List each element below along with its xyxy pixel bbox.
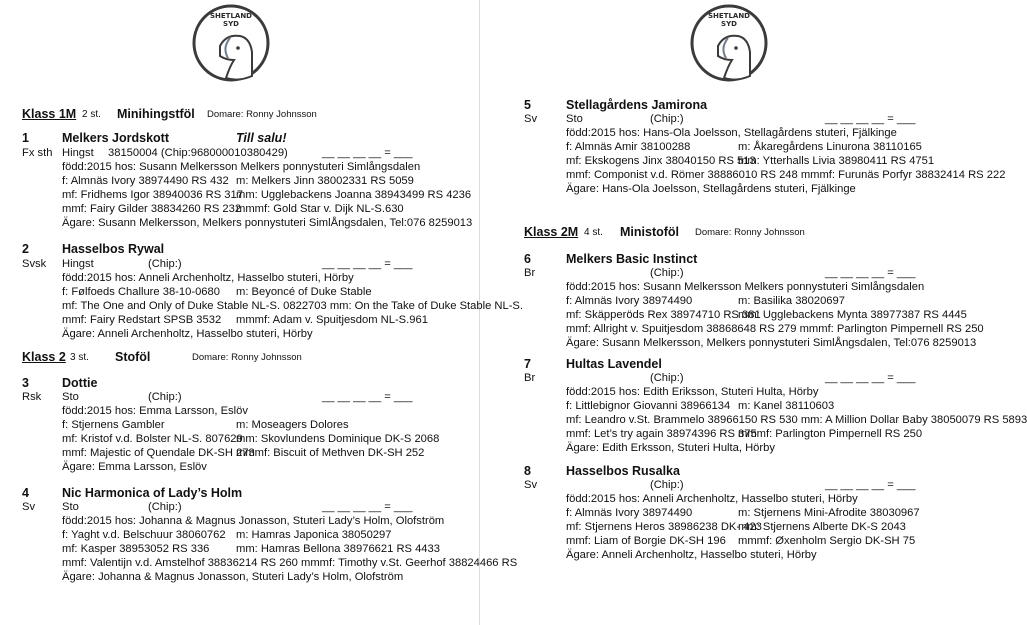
horse-name: Hasselbos Rywal	[62, 242, 165, 256]
reg-chip: (Chip:)	[650, 372, 684, 384]
score-blanks: __ __ __ __ = ___	[825, 267, 916, 279]
horse-name: Stellagårdens Jamirona	[566, 98, 708, 112]
sire: f: Almnäs Ivory 38974490	[566, 295, 693, 307]
owner-line: Ägare: Susann Melkersson, Melkers ponnystuteri SimlÅngsdalen, Tel:076 8259013	[566, 337, 977, 349]
dam-sire: mf: Kristof v.d. Bolster NL-S. 807629	[62, 433, 243, 445]
dam-sire: mf: Kasper 38953052 RS 336	[62, 543, 210, 555]
class-2m-judge: Domare: Ronny Johnsson	[695, 227, 805, 238]
entry-number: 7	[524, 357, 531, 371]
dam: m: Kanel 38110603	[738, 400, 835, 412]
entry-number: 4	[22, 486, 29, 500]
horse-color: Br	[524, 372, 536, 384]
shetland-syd-logo-icon	[688, 2, 770, 84]
breeder-line: född:2015 hos: Susann Melkersson Melkers ponnystuteri Simlångsdalen	[566, 281, 925, 293]
horse-color: Sv	[524, 113, 538, 125]
sire: f: Littlebignor Giovanni 38966134	[566, 400, 731, 412]
class-2m-label: Klass 2M	[524, 225, 579, 239]
reg-chip: (Chip:)	[148, 391, 182, 403]
entry-number: 6	[524, 252, 531, 266]
horse-sex: Sto	[566, 113, 583, 125]
reg-chip: 38150004 (Chip:968000010380429)	[108, 147, 288, 159]
sire: f: Almnäs Amir 38100288	[566, 141, 691, 153]
breeder-line: född:2015 hos: Susann Melkersson Melkers ponnystuteri Simlångsdalen	[62, 161, 421, 173]
dam-dam-dam-sire: mmmf: Parlington Pimpernell RS 250	[738, 428, 923, 440]
horse-sex: Hingst	[62, 147, 94, 159]
score-blanks: __ __ __ __ = ___	[825, 113, 916, 125]
score-blanks: __ __ __ __ = ___	[322, 501, 413, 513]
horse-name: Melkers Jordskott	[62, 131, 169, 145]
dam: m: Åkaregårdens Linurona 38110165	[738, 141, 922, 153]
horse-sex: Hingst	[62, 258, 94, 270]
entry-number: 8	[524, 464, 531, 478]
dam-dam-sire: mmf: Let’s try again 38974396 RS 375	[566, 428, 757, 440]
sire: f: Følfoeds Challure 38-10-0680	[62, 286, 220, 298]
sire: f: Almnäs Ivory 38974490 RS 432	[62, 175, 229, 187]
horse-name: Dottie	[62, 376, 98, 390]
dam-dam-sire-line: mmf: Componist v.d. Römer 38886010 RS 248 mmmf: Furunäs Porfyr 38832414 RS 222	[566, 169, 1006, 181]
breeder-line: född:2015 hos: Edith Eriksson, Stuteri Hulta, Hörby	[566, 386, 819, 398]
dam: m: Melkers Jinn 38002331 RS 5059	[236, 175, 414, 187]
dam-sire-and-dam-dam: mf: Leandro v.St. Brammelo 38966150 RS 530 mm: A Million Dollar Baby 38050079 RS 5893	[566, 414, 1027, 426]
dam-dam-sire: mmf: Fairy Gilder 38834260 RS 232	[62, 203, 242, 215]
svg-text:SYD: SYD	[223, 20, 239, 28]
horse-color: Svsk	[22, 258, 47, 270]
entry-number: 5	[524, 98, 531, 112]
horse-name: Hultas Lavendel	[566, 357, 662, 371]
svg-text:SHETLAND: SHETLAND	[209, 12, 253, 20]
dam-dam: mm: Ugglebackens Mynta 38977387 RS 4445	[738, 309, 967, 321]
reg-chip: (Chip:)	[650, 479, 684, 491]
score-blanks: __ __ __ __ = ___	[322, 391, 413, 403]
owner-line: Ägare: Emma Larsson, Eslöv	[62, 461, 207, 473]
dam-dam-dam-sire: mmmf: Øxenholm Sergio DK-SH 75	[738, 535, 916, 547]
class-2-label: Klass 2	[22, 350, 66, 364]
class-1m-count: 2 st.	[82, 109, 101, 120]
horse-name: Nic Harmonica of Lady’s Holm	[62, 486, 243, 500]
owner-line: Ägare: Susann Melkersson, Melkers ponnystuteri SimlÅngsdalen, Tel:076 8259013	[62, 217, 473, 229]
horse-color: Rsk	[22, 391, 42, 403]
score-blanks: __ __ __ __ = ___	[322, 258, 413, 270]
reg-chip: (Chip:)	[650, 267, 684, 279]
horse-color: Sv	[524, 479, 538, 491]
owner-line: Ägare: Hans-Ola Joelsson, Stellagårdens stuteri, Fjälkinge	[566, 183, 856, 195]
dam-dam-sire-line: mmf: Allright v. Spuitjesdom 38868648 RS 279 mmmf: Parlington Pimpernell RS 250	[566, 323, 984, 335]
horse-sex: Sto	[62, 391, 79, 403]
dam-sire: mf: Ekskogens Jinx 38040150 RS 513	[566, 155, 756, 167]
dam-sire: mf: Skäpperöds Rex 38974710 RS 381	[566, 309, 761, 321]
score-blanks: __ __ __ __ = ___	[322, 147, 413, 159]
owner-line: Ägare: Anneli Archenholtz, Hasselbo stuteri, Hörby	[566, 549, 817, 561]
dam-dam: mm: Hamras Bellona 38976621 RS 4433	[236, 543, 440, 555]
class-1m-label: Klass 1M	[22, 107, 77, 121]
horse-name: Hasselbos Rusalka	[566, 464, 680, 478]
dam-dam-sire: mmf: Fairy Redstart SPSB 3532	[62, 314, 222, 326]
reg-chip: (Chip:)	[148, 258, 182, 270]
score-blanks: __ __ __ __ = ___	[825, 479, 916, 491]
owner-line: Ägare: Johanna & Magnus Jonasson, Stuteri Lady’s Holm, Olofström	[62, 571, 404, 583]
reg-chip: (Chip:)	[650, 113, 684, 125]
horse-color: Br	[524, 267, 536, 279]
right-page	[480, 0, 1027, 625]
dam-dam: mm: Ytterhalls Livia 38980411 RS 4751	[738, 155, 935, 167]
breeder-line: född:2015 hos: Anneli Archenholtz, Hasselbo stuteri, Hörby	[62, 272, 354, 284]
breeder-line: född:2015 hos: Anneli Archenholtz, Hasselbo stuteri, Hörby	[566, 493, 858, 505]
sire: f: Almnäs Ivory 38974490	[566, 507, 693, 519]
dam-dam-dam-sire: mmmf: Biscuit of Methven DK-SH 252	[236, 447, 425, 459]
dam-sire-and-dam-dam: mf: The One and Only of Duke Stable NL-S. 0822703 mm: On the Take of Duke Stable NL-S.	[62, 300, 524, 312]
dam-dam-sire: mmf: Majestic of Quendale DK-SH 273	[62, 447, 255, 459]
dam-dam-dam-sire: mmmf: Adam v. Spuitjesdom NL-S.961	[236, 314, 428, 326]
sire: f: Yaght v.d. Belschuur 38060762	[62, 529, 226, 541]
breeder-line: född:2015 hos: Emma Larsson, Eslöv	[62, 405, 248, 417]
horse-name: Melkers Basic Instinct	[566, 252, 698, 266]
horse-color: Fx sth	[22, 147, 53, 159]
class-2m-name: Ministoföl	[620, 225, 680, 239]
breeder-line: född:2015 hos: Johanna & Magnus Jonasson, Stuteri Lady’s Holm, Olofström	[62, 515, 445, 527]
dam-dam-sire: mmf: Liam of Borgie DK-SH 196	[566, 535, 726, 547]
class-2-judge: Domare: Ronny Johnsson	[192, 352, 302, 363]
dam-dam: mm: Ugglebackens Joanna 38943499 RS 4236	[236, 189, 472, 201]
dam: m: Beyoncé of Duke Stable	[236, 286, 372, 298]
class-1m-judge: Domare: Ronny Johnsson	[207, 109, 317, 120]
svg-text:SYD: SYD	[721, 20, 737, 28]
dam-dam-dam-sire: mmmf: Gold Star v. Dijk NL-S.630	[236, 203, 404, 215]
dam-sire: mf: Fridhems Igor 38940036 RS 317	[62, 189, 243, 201]
owner-line: Ägare: Edith Erksson, Stuteri Hulta, Hörby	[566, 442, 775, 454]
dam: m: Hamras Japonica 38050297	[236, 529, 392, 541]
owner-line: Ägare: Anneli Archenholtz, Hasselbo stuteri, Hörby	[62, 328, 313, 340]
class-2m-count: 4 st.	[584, 227, 603, 238]
dam: m: Moseagers Dolores	[236, 419, 349, 431]
dam: m: Basilika 38020697	[738, 295, 845, 307]
class-1m-name: Minihingstföl	[117, 107, 195, 121]
entry-number: 2	[22, 242, 29, 256]
horse-color: Sv	[22, 501, 36, 513]
sire: f: Stjernens Gambler	[62, 419, 165, 431]
class-2-name: Stoföl	[115, 350, 151, 364]
svg-text:SHETLAND: SHETLAND	[707, 12, 751, 20]
dam-dam-sire-line: mmf: Valentijn v.d. Amstelhof 38836214 RS 260 mmmf: Timothy v.St. Geerhof 38824466 RS	[62, 557, 518, 569]
dam-dam: mm: Skovlundens Dominique DK-S 2068	[236, 433, 440, 445]
horse-sex: Sto	[62, 501, 79, 513]
dam-sire: mf: Stjernens Heros 38986238 DK- 423	[566, 521, 762, 533]
entry-number: 3	[22, 376, 29, 390]
score-blanks: __ __ __ __ = ___	[825, 372, 916, 384]
reg-chip: (Chip:)	[148, 501, 182, 513]
dam-dam: mm: Stjernens Alberte DK-S 2043	[738, 521, 906, 533]
class-2-count: 3 st.	[70, 352, 89, 363]
dam: m: Stjernens Mini-Afrodite 38030967	[738, 507, 920, 519]
breeder-line: född:2015 hos: Hans-Ola Joelsson, Stellagårdens stuteri, Fjälkinge	[566, 127, 897, 139]
entry-number: 1	[22, 131, 29, 145]
for-sale-note: Till salu!	[236, 131, 287, 145]
shetland-syd-logo-icon	[190, 2, 272, 84]
